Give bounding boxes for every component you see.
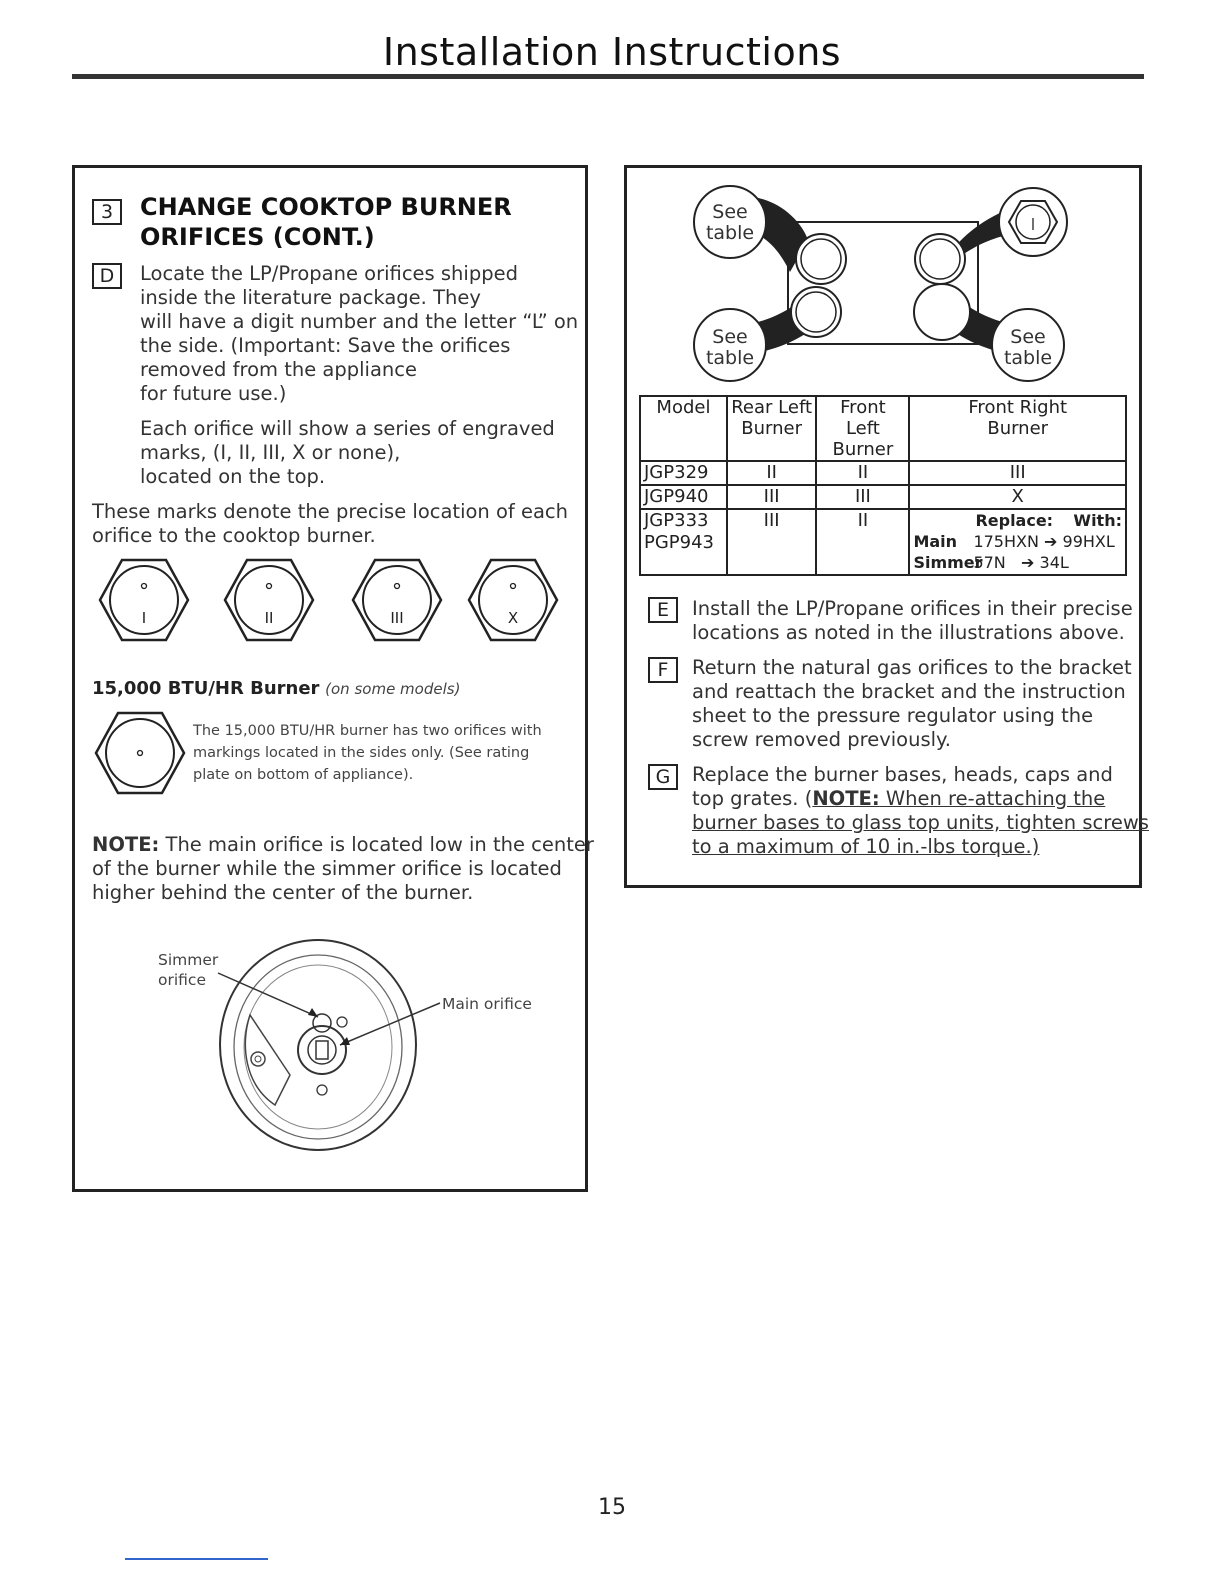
note-line: The main orifice is located low in the center bbox=[165, 833, 594, 856]
text-line: for future use.) bbox=[140, 382, 287, 405]
table-row bbox=[640, 461, 1126, 485]
rear-left-cell: II bbox=[727, 461, 816, 485]
text-line: burner bases to glass top units, tighten screws bbox=[692, 811, 1149, 834]
table-header-row bbox=[640, 396, 1126, 461]
step-e-badge: E bbox=[648, 597, 678, 623]
marks-note bbox=[92, 500, 568, 548]
orifice-hex-icon bbox=[100, 560, 188, 640]
orifice-table bbox=[639, 395, 1127, 576]
burner-label-bold: 15,000 BTU/HR Burner bbox=[92, 678, 320, 699]
page-title: Installation Instructions bbox=[382, 30, 842, 74]
step-e-text bbox=[692, 597, 1133, 645]
orifice-mark-label: X bbox=[507, 609, 519, 627]
text-line: higher behind the center of the burner. bbox=[92, 881, 474, 904]
column-header: Front Left Burner bbox=[816, 396, 909, 461]
front-left-cell: II bbox=[816, 509, 909, 575]
see-label: See bbox=[1010, 326, 1046, 348]
orifice-hex-icon bbox=[225, 560, 313, 640]
text-line: of the burner while the simmer orifice is located bbox=[92, 857, 562, 880]
text-line: located on the top. bbox=[140, 465, 326, 488]
burner-label-italic: (on some models) bbox=[325, 680, 461, 698]
text-line: will have a digit number and the letter “L” on bbox=[140, 310, 579, 333]
table-label: table bbox=[705, 222, 755, 244]
title-rule bbox=[72, 74, 1144, 79]
footer-rule bbox=[125, 1558, 268, 1560]
text-line: orifice bbox=[158, 971, 206, 989]
table-label: table bbox=[1003, 347, 1053, 369]
front-right-cell: Replace: With: Main 175HXN ➔ 99HXL Simmer57N ➔ 34L bbox=[909, 509, 1126, 575]
see-label: See bbox=[712, 326, 748, 348]
text-line: locations as noted in the illustrations above. bbox=[692, 621, 1125, 644]
table-row bbox=[640, 509, 1126, 575]
model-cell: JGP329 bbox=[640, 461, 727, 485]
text-line: top grates. (NOTE: When re-attaching the bbox=[692, 787, 1106, 810]
text-line: Return the natural gas orifices to the bracket bbox=[692, 656, 1132, 679]
orifice-hex-icon bbox=[353, 560, 441, 640]
main-orifice-label: Main orifice bbox=[442, 995, 532, 1013]
text-line: Locate the LP/Propane orifices shipped bbox=[140, 262, 518, 285]
text-line: orifice to the cooktop burner. bbox=[92, 524, 376, 547]
burner-note bbox=[193, 720, 568, 786]
text-line: plate on bottom of appliance). bbox=[193, 767, 414, 783]
step-g-badge: G bbox=[648, 764, 678, 790]
heading-line-1: CHANGE COOKTOP BURNER bbox=[140, 193, 512, 221]
text-line: inside the literature package. They bbox=[140, 286, 481, 309]
text-line: The 15,000 BTU/HR burner has two orifices with bbox=[193, 723, 542, 739]
front-left-cell: III bbox=[816, 485, 909, 509]
text-line: marks, (I, II, III, X or none), bbox=[140, 441, 401, 464]
text-line: screw removed previously. bbox=[692, 728, 951, 751]
text-line: and reattach the bracket and the instruction bbox=[692, 680, 1126, 703]
orifice-mark-label: III bbox=[390, 609, 404, 627]
step-f-badge: F bbox=[648, 657, 678, 683]
text-line: to a maximum of 10 in.-lbs torque.) bbox=[692, 835, 1040, 858]
text-line: sheet to the pressure regulator using the bbox=[692, 704, 1094, 727]
orifice-mark-label: I bbox=[141, 609, 147, 627]
see-label: See bbox=[712, 201, 748, 223]
orifice-marks-illustration bbox=[92, 555, 572, 645]
page-number: 15 bbox=[598, 1495, 626, 1520]
orifice-hex-icon bbox=[96, 713, 184, 793]
orifice-mark-label: II bbox=[264, 609, 274, 627]
step-d-badge: D bbox=[92, 263, 122, 289]
rear-left-cell: III bbox=[727, 485, 816, 509]
front-right-cell: III bbox=[909, 461, 1126, 485]
model-cell: JGP333 PGP943 bbox=[640, 509, 727, 575]
text-line: markings located in the sides only. (See rating bbox=[193, 745, 530, 761]
step-d-text bbox=[140, 262, 578, 406]
note-label: NOTE: bbox=[812, 787, 880, 810]
column-header: Model bbox=[640, 396, 727, 461]
text-line: Replace the burner bases, heads, caps and bbox=[692, 763, 1113, 786]
column-header: Front Right Burner bbox=[909, 396, 1126, 461]
text-line: the side. (Important: Save the orifices bbox=[140, 334, 511, 357]
step-f-text bbox=[692, 656, 1132, 752]
text-line: removed from the appliance bbox=[140, 358, 417, 381]
front-left-cell: II bbox=[816, 461, 909, 485]
btu-orifice-illustration bbox=[92, 708, 192, 798]
table-row bbox=[640, 485, 1126, 509]
column-header: Rear Left Burner bbox=[727, 396, 816, 461]
main-orifice-note bbox=[92, 833, 594, 905]
model-cell: JGP940 bbox=[640, 485, 727, 509]
step-d-text-2 bbox=[140, 417, 555, 489]
text-line: These marks denote the precise location of each bbox=[92, 500, 568, 523]
table-label: table bbox=[705, 347, 755, 369]
text-line: Simmer bbox=[158, 951, 219, 969]
step-number-badge: 3 bbox=[92, 199, 122, 225]
rear-left-cell: III bbox=[727, 509, 816, 575]
burner-base-illustration bbox=[150, 935, 450, 1165]
step-g-text bbox=[692, 763, 1149, 859]
front-right-cell: X bbox=[909, 485, 1126, 509]
text-line bbox=[92, 833, 594, 857]
cooktop-burner-diagram bbox=[690, 182, 1080, 387]
burner-label bbox=[92, 678, 460, 699]
orifice-hex-icon bbox=[469, 560, 557, 640]
text-line: Each orifice will show a series of engraved bbox=[140, 417, 555, 440]
heading-line-2: ORIFICES (CONT.) bbox=[140, 223, 375, 251]
text-line: Install the LP/Propane orifices in their precise bbox=[692, 597, 1133, 620]
section-heading bbox=[140, 192, 512, 252]
note-label: NOTE: bbox=[92, 833, 160, 856]
